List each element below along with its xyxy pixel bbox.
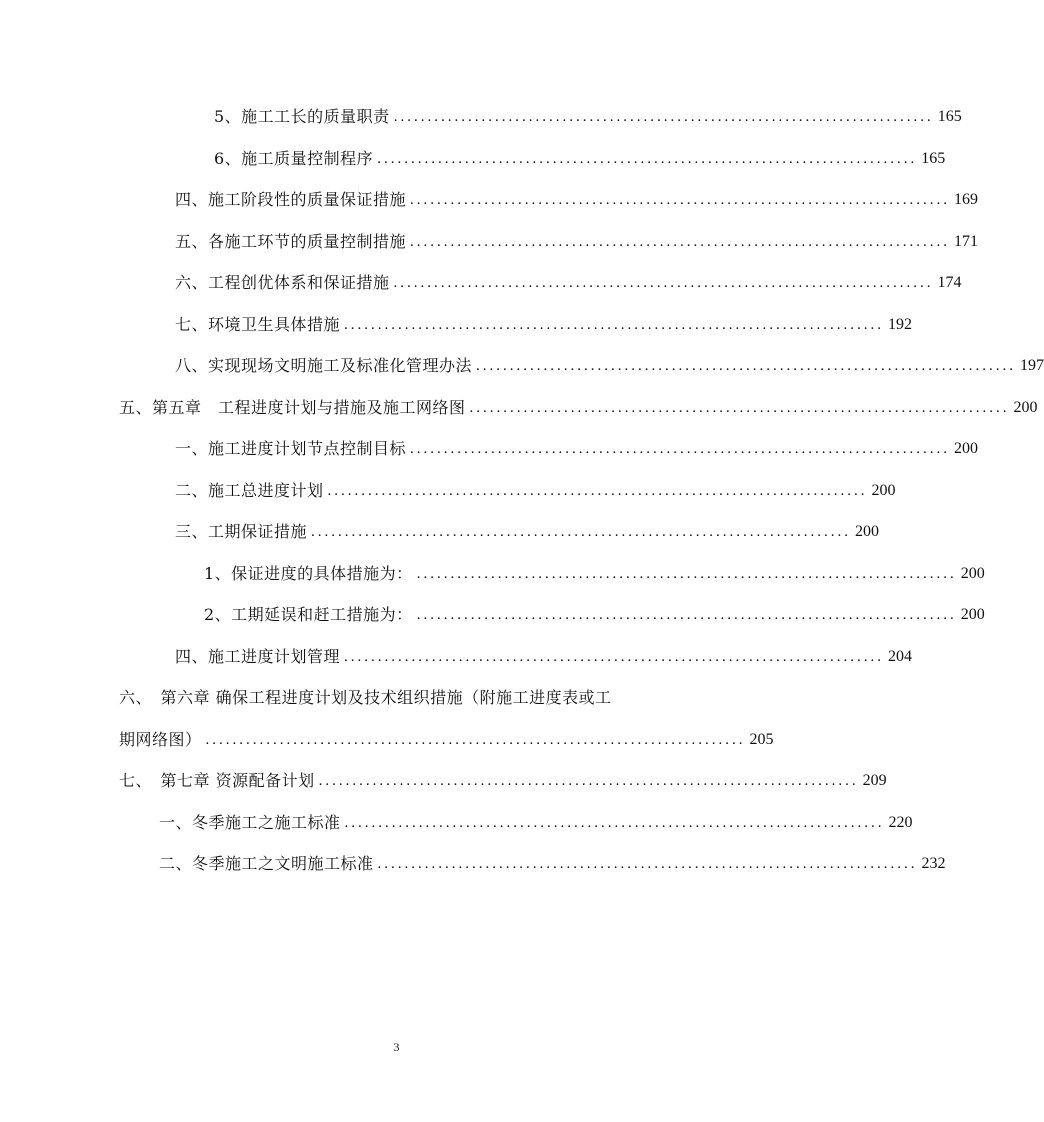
toc-entry-label: 四、施工进度计划管理 — [175, 647, 341, 666]
toc-entry-label: 一、施工进度计划节点控制目标 — [175, 439, 407, 458]
toc-entry-page: 204 — [888, 648, 913, 665]
toc-entry[interactable] — [0, 185, 979, 215]
toc-entry-page: 200 — [960, 606, 985, 623]
toc-entry-page: 165 — [937, 108, 962, 125]
toc-entry-page: 200 — [1013, 399, 1038, 416]
toc-entry[interactable] — [0, 476, 896, 506]
page-number: 3 — [393, 1040, 400, 1054]
toc-entry-label: 六、工程创优体系和保证措施 — [175, 273, 390, 292]
toc-entry[interactable] — [0, 600, 985, 630]
toc-leader-dots: ................................................................................ — [469, 400, 1010, 416]
toc-entry[interactable] — [0, 268, 962, 298]
toc-leader-dots: ................................................................................ — [410, 234, 951, 250]
toc-entry-page: 209 — [862, 772, 887, 789]
toc-entry[interactable] — [0, 559, 985, 589]
toc-entry[interactable] — [0, 144, 946, 174]
toc-entry[interactable] — [0, 642, 913, 672]
toc-entry-page: 232 — [921, 855, 946, 872]
toc-leader-dots: ................................................................................ — [318, 773, 859, 789]
toc-entry-label: 五、第五章 工程进度计划与措施及施工网络图 — [119, 398, 466, 417]
toc-entry-label: 四、施工阶段性的质量保证措施 — [175, 190, 407, 209]
toc-entry-label: 6、施工质量控制程序 — [214, 149, 374, 168]
toc-leader-dots: ................................................................................ — [410, 441, 951, 457]
toc-entry-page: 165 — [921, 150, 946, 167]
toc-entry-label: 2、工期延误和赶工措施为： — [204, 605, 413, 624]
toc-entry-page: 200 — [871, 482, 896, 499]
toc-entry-label: 七、环境卫生具体措施 — [175, 315, 341, 334]
toc-leader-dots: ................................................................................ — [377, 856, 918, 872]
toc-leader-dots: ................................................................................ — [416, 566, 957, 582]
toc-entry-wrapped-line[interactable] — [0, 683, 793, 713]
toc-entry-label: 二、施工总进度计划 — [175, 481, 324, 500]
toc-entry-page: 220 — [888, 814, 913, 831]
toc-entry-page: 200 — [855, 523, 880, 540]
toc-entry-label: 一、冬季施工之施工标准 — [159, 813, 341, 832]
toc-entry[interactable] — [0, 227, 979, 257]
toc-entry-label: 期网络图） — [119, 730, 202, 749]
toc-entry[interactable] — [0, 517, 880, 547]
toc-leader-dots: ................................................................................ — [327, 483, 868, 499]
toc-leader-dots: ................................................................................ — [377, 151, 918, 167]
toc-entry-page: 205 — [749, 731, 774, 748]
toc-entry-label: 5、施工工长的质量职责 — [214, 107, 390, 126]
toc-entry[interactable] — [0, 725, 793, 755]
toc-entry[interactable] — [0, 102, 962, 132]
toc-leader-dots: ................................................................................ — [410, 192, 951, 208]
toc-entry[interactable] — [0, 393, 1038, 423]
toc-entry-page: 169 — [954, 191, 979, 208]
toc-entry-page: 200 — [960, 565, 985, 582]
toc-entry-page: 192 — [888, 316, 913, 333]
toc-leader-dots: ................................................................................ — [311, 524, 852, 540]
toc-entry-page: 200 — [954, 440, 979, 457]
toc-entry-label-line1: 六、 第六章 确保工程进度计划及技术组织措施（附施工进度表或工 — [119, 688, 612, 707]
toc-leader-dots: ................................................................................ — [393, 109, 934, 125]
toc-entry[interactable] — [0, 351, 1044, 381]
toc-entry-label: 1、保证进度的具体措施为： — [204, 564, 413, 583]
toc-entry-label: 五、各施工环节的质量控制措施 — [175, 232, 407, 251]
toc-leader-dots: ................................................................................ — [476, 358, 1017, 374]
toc-entry-label: 七、 第七章 资源配备计划 — [119, 771, 315, 790]
toc-leader-dots: ................................................................................ — [344, 317, 885, 333]
toc-entry[interactable] — [0, 849, 946, 879]
toc-leader-dots: ................................................................................ — [393, 275, 934, 291]
toc-entry[interactable] — [0, 808, 913, 838]
toc-leader-dots: ................................................................................ — [344, 649, 885, 665]
toc-entry[interactable] — [0, 434, 979, 464]
toc-entry[interactable] — [0, 766, 887, 796]
toc-entry-page: 171 — [954, 233, 979, 250]
toc-entry-label: 二、冬季施工之文明施工标准 — [159, 854, 374, 873]
toc-leader-dots: ................................................................................ — [416, 607, 957, 623]
toc-entry-label: 八、实现现场文明施工及标准化管理办法 — [175, 356, 473, 375]
toc-entry[interactable] — [0, 310, 913, 340]
toc-entry-page: 197 — [1020, 357, 1044, 374]
toc-leader-dots: ................................................................................ — [205, 732, 746, 748]
toc-leader-dots: ................................................................................ — [344, 815, 885, 831]
toc-entry-page: 174 — [937, 274, 962, 291]
toc-entry-label: 三、工期保证措施 — [175, 522, 308, 541]
